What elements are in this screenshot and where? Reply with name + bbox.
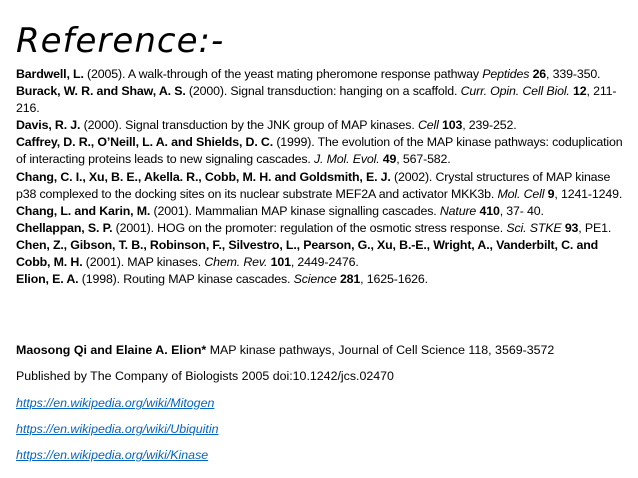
reference-authors: Chellappan, S. P. — [16, 220, 113, 235]
page-title: Reference:- — [16, 21, 225, 61]
reference-pages: , 567-582. — [396, 152, 451, 167]
reference-item — [16, 169, 628, 203]
source-authors: Maosong Qi and Elaine A. Elion* — [16, 343, 207, 357]
reference-item — [16, 271, 628, 288]
reference-volume: 101 — [270, 255, 291, 270]
reference-authors: Chang, L. and Karin, M. — [16, 203, 151, 218]
link-mitogen[interactable]: https://en.wikipedia.org/wiki/Mitogen — [16, 396, 215, 410]
reference-authors: Chen, Z., Gibson, T. B., Robinson, F., Silvestro, L., Pearson, G., Xu, B.-E., Wright, A., Vanderbilt, C. and Cobb, M. H. — [16, 237, 599, 270]
reference-volume: 103 — [441, 118, 463, 133]
reference-authors: Burack, W. R. and Shaw, A. S. — [16, 84, 186, 99]
reference-pages: , 37- 40. — [499, 203, 544, 218]
reference-journal: Sci. STKE — [506, 220, 562, 235]
reference-pages: , 1625-1626. — [360, 272, 428, 287]
reference-pages: , 2449-2476. — [290, 255, 359, 270]
reference-pages: , 239-252. — [462, 118, 517, 133]
reference-authors: Caffrey, D. R., O’Neill, L. A. and Shields, D. C. — [16, 135, 274, 150]
source-text: MAP kinase pathways, Journal of Cell Science 118, 3569-3572 — [206, 343, 555, 357]
reference-item — [16, 83, 628, 117]
reference-pages: , 339-350. — [546, 67, 601, 81]
reference-volume: 281 — [339, 272, 361, 287]
reference-text: (1999). The evolution of the MAP kinase pathways: coduplication of interacting proteins leads to new signaling cascades. — [16, 135, 623, 167]
reference-item — [16, 134, 628, 168]
reference-authors: Elion, E. A. — [16, 272, 79, 287]
reference-text: (1998). Routing MAP kinase cascades. — [78, 272, 294, 287]
reference-text: (2000). Signal transduction: hanging on a scaffold. — [185, 84, 461, 99]
reference-text: (2001). HOG on the promoter: regulation of the osmotic stress response. — [112, 220, 507, 235]
reference-item — [16, 203, 628, 220]
reference-journal: Cell — [417, 118, 439, 133]
reference-volume: 93 — [564, 220, 579, 235]
reference-item — [16, 66, 628, 83]
reference-journal: Science — [293, 272, 337, 287]
reference-text: (2000). Signal transduction by the JNK group of MAP kinases. — [80, 118, 418, 133]
reference-text: (2001). Mammalian MAP kinase signalling cascades. — [150, 203, 440, 218]
reference-text: (2005). A walk-through of the yeast mating pheromone response pathway — [83, 67, 483, 81]
reference-volume: 9 — [547, 186, 555, 201]
source-citation — [16, 342, 554, 359]
reference-pages: , 211-216. — [16, 84, 617, 116]
reference-item — [16, 220, 628, 237]
reference-pages: , 1241-1249. — [554, 186, 623, 201]
link-ubiquitin[interactable]: https://en.wikipedia.org/wiki/Ubiquitin — [16, 422, 219, 436]
reference-journal: J. Mol. Evol. — [313, 152, 380, 167]
reference-journal: Mol. Cell — [497, 186, 545, 201]
reference-authors: Bardwell, L. — [16, 67, 84, 81]
reference-text: (2001). MAP kinases. — [82, 255, 205, 270]
reference-journal: Peptides — [482, 67, 530, 81]
link-kinase[interactable]: https://en.wikipedia.org/wiki/Kinase — [16, 448, 209, 462]
reference-authors: Chang, C. I., Xu, B. E., Akella. R., Cobb, M. H. and Goldsmith, E. J. — [16, 169, 391, 184]
publisher-note: Published by The Company of Biologists 2005 doi:10.1242/jcs.02470 — [16, 369, 394, 383]
reference-list — [16, 66, 628, 288]
reference-volume: 49 — [382, 152, 397, 167]
reference-journal: Curr. Opin. Cell Biol. — [460, 84, 570, 99]
reference-item — [16, 237, 628, 271]
reference-journal: Nature — [439, 203, 477, 218]
reference-volume: 26 — [532, 67, 547, 81]
reference-authors: Davis, R. J. — [16, 118, 81, 133]
reference-pages: , PE1. — [578, 220, 612, 235]
reference-item — [16, 117, 628, 134]
reference-volume: 410 — [479, 203, 500, 218]
reference-volume: 12 — [573, 84, 587, 99]
reference-text: (2002). Crystal structures of MAP kinase p38 complexed to the docking sites on its nuclear substrate MEF2A and activator MKK3b. — [16, 169, 611, 201]
reference-journal: Chem. Rev. — [204, 255, 268, 270]
